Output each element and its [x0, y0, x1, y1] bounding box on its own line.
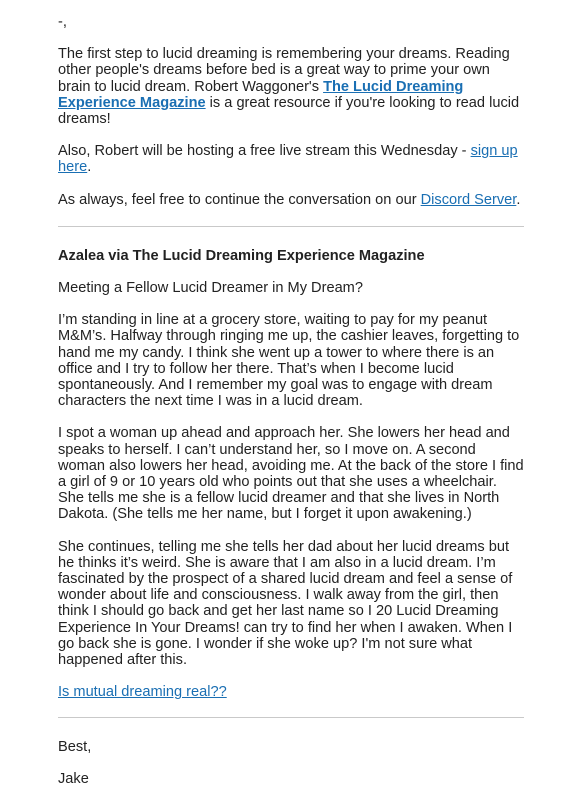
email-body — [58, 14, 524, 803]
livestream-paragraph — [58, 143, 524, 175]
discord-server-link[interactable]: Discord Server — [420, 191, 517, 208]
story-heading: Azalea via The Lucid Dreaming Experience Magazine — [58, 247, 425, 264]
mutual-dreaming-link[interactable]: Is mutual dreaming real?? — [58, 684, 227, 701]
signoff-name: Jake — [58, 770, 89, 787]
discord-paragraph — [58, 192, 524, 208]
discord-text-b: . — [516, 191, 521, 208]
intro-text-b: is a great resource if you're looking to read lucid dreams! — [58, 94, 520, 128]
section-divider — [58, 226, 524, 227]
section-divider — [58, 717, 524, 718]
greeting-dash: -, — [58, 14, 67, 30]
sign-up-link[interactable]: sign up here — [58, 143, 518, 176]
intro-text-a: The first step to lucid dreaming is remembering your dreams. Reading other people's dreams before bed is a great way to prime your own brain to lucid dream. Robert Waggoner's — [58, 46, 510, 95]
mutual-dreaming-paragraph — [58, 684, 524, 700]
lucid-dreaming-magazine-link[interactable]: The Lucid Dreaming Experience Magazine — [58, 78, 464, 111]
story-paragraph-2: I spot a woman up ahead and approach her. She lowers her head and speaks to herself. I can’t understand her, so I move on. A second woman also lowers her head, avoiding me. At the back of the store I find a girl of 9 or 10 years old who points out that she uses a wheelchair. She tells me she is a fellow lucid dreamer and that she lives in North Dakota. (She tells me her name, but I forget it upon awakening.) — [58, 425, 524, 523]
story-paragraph-1: I’m standing in line at a grocery store, waiting to pay for my peanut M&M’s. Halfway through ringing me up, the cashier leaves, forgetting to hand me my candy. I think she went up a tower to where there is an office and I try to follow her there. That’s when I become lucid spontaneously. And I remember my goal was to engage with dream characters the next time I was in a lucid dream. — [58, 312, 520, 410]
intro-paragraph — [58, 46, 524, 127]
signoff-closing: Best, — [58, 738, 92, 755]
livestream-text-a: Also, Robert will be hosting a free live stream this Wednesday - — [58, 143, 471, 160]
story-title: Meeting a Fellow Lucid Dreamer in My Dream? — [58, 280, 363, 297]
story-paragraph-3: She continues, telling me she tells her dad about her lucid dreams but he thinks it’s weird. She is aware that I am also in a lucid dream. I’m fascinated by the prospect of a shared lucid dream and feel a sense of wonder about life and consciousness. I walk away from the girl, then think I should go back and get her last name so I 20 Lucid Dreaming Experience In Your Dreams! can try to find her when I awaken. When I go back she is gone. I wonder if she woke up? I'm not sure what happened after this. — [58, 538, 513, 669]
discord-text-a: As always, feel free to continue the conversation on our — [58, 191, 421, 208]
livestream-text-b: . — [87, 159, 92, 176]
